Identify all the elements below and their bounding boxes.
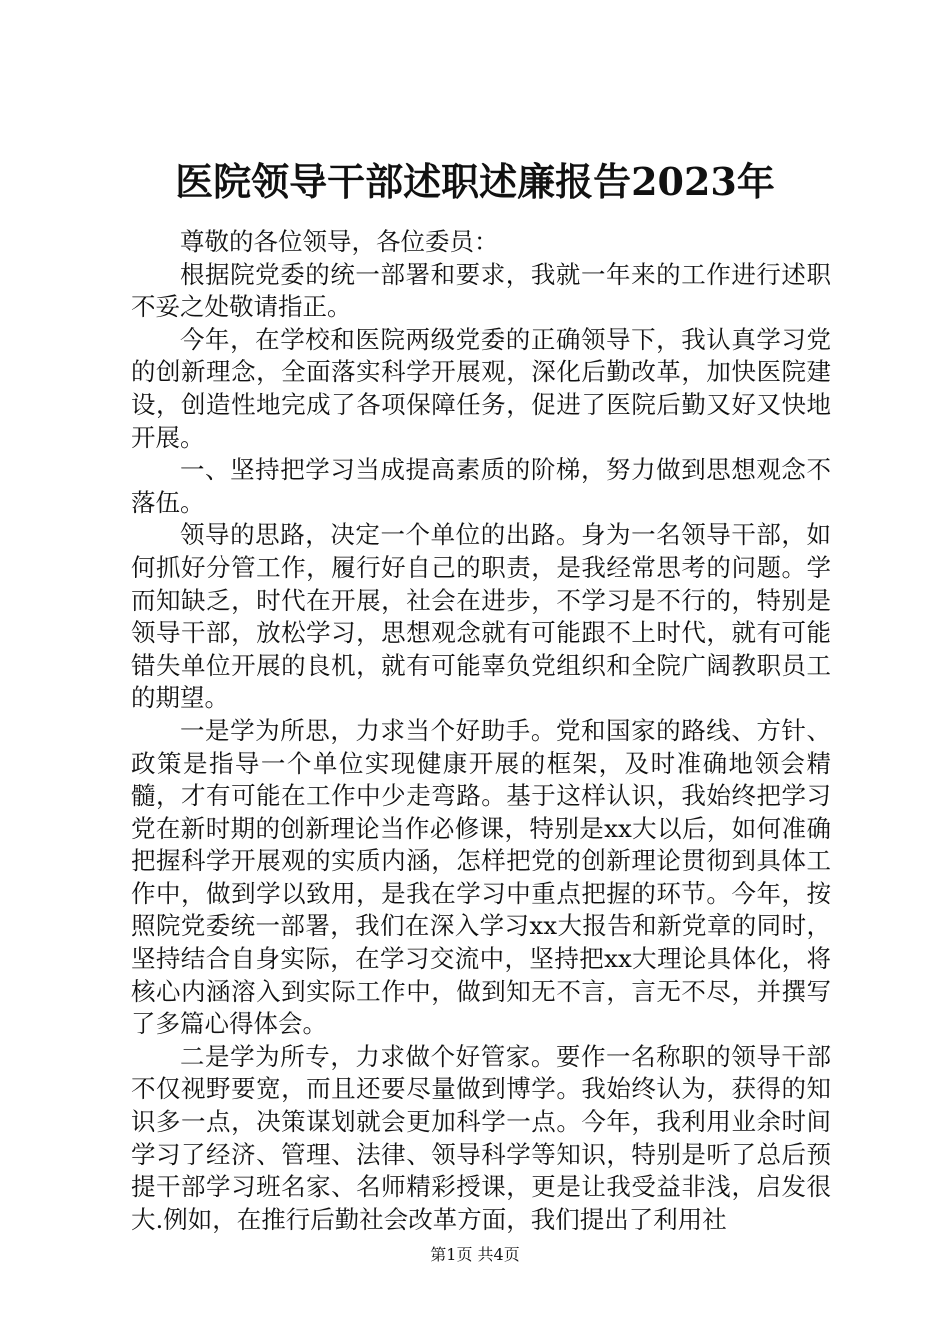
- document-title: 医院领导干部述职述廉报告2023年: [175, 159, 775, 204]
- salutation-paragraph: 尊敬的各位领导，各位委员：: [180, 227, 499, 256]
- body-paragraph: 二是学为所专，力求做个好管家。要作一名称职的领导干部不仅视野要宽，而且还要尽量做到博学。我始终认为，获得的知识多一点，决策谋划就会更加科学一点。今年，我利用业余时间学习了经济、管理、法律、领导科学等知识，特别是听了总后预提干部学习班名家、名师精彩授课，更是让我受益非浅，启发很大.例如，在推行后勤社会改革方面，我们提出了利用社: [131, 1041, 831, 1234]
- page-number-footer: 第1页 共4页: [430, 1245, 520, 1264]
- body-paragraph: 领导的思路，决定一个单位的出路。身为一名领导干部，如何抓好分管工作，履行好自己的职责，是我经常思考的问题。学而知缺乏，时代在开展，社会在进步，不学习是不行的，特别是领导干部，放松学习，思想观念就有可能跟不上时代，就有可能错失单位开展的良机，就有可能辜负党组织和全院广阔教职员工的期望。: [131, 520, 831, 713]
- document-body: [131, 226, 831, 1236]
- body-paragraph: 根据院党委的统一部署和要求，我就一年来的工作进行述职不妥之处敬请指正。: [131, 259, 831, 322]
- body-paragraph: 一是学为所思，力求当个好助手。党和国家的路线、方针、政策是指导一个单位实现健康开展的框架，及时准确地领会精髓，才有可能在工作中少走弯路。基于这样认识，我始终把学习党在新时期的创新理论当作必修课，特别是xx大以后，如何准确把握科学开展观的实质内涵，怎样把党的创新理论贯彻到具体工作中，做到学以致用，是我在学习中重点把握的环节。今年，按照院党委统一部署，我们在深入学习xx大报告和新党章的同时，坚持结合自身实际，在学习交流中，坚持把xx大理论具体化，将核心内涵溶入到实际工作中，做到知无不言，言无不尽，并撰写了多篇心得体会。: [131, 715, 831, 1039]
- body-paragraph: 今年，在学校和医院两级党委的正确领导下，我认真学习党的创新理念，全面落实科学开展观，深化后勤改革，加快医院建设，创造性地完成了各项保障任务，促进了医院后勤又好又快地开展。: [131, 324, 831, 452]
- section-heading-paragraph: 一、坚持把学习当成提高素质的阶梯，努力做到思想观念不落伍。: [131, 455, 831, 517]
